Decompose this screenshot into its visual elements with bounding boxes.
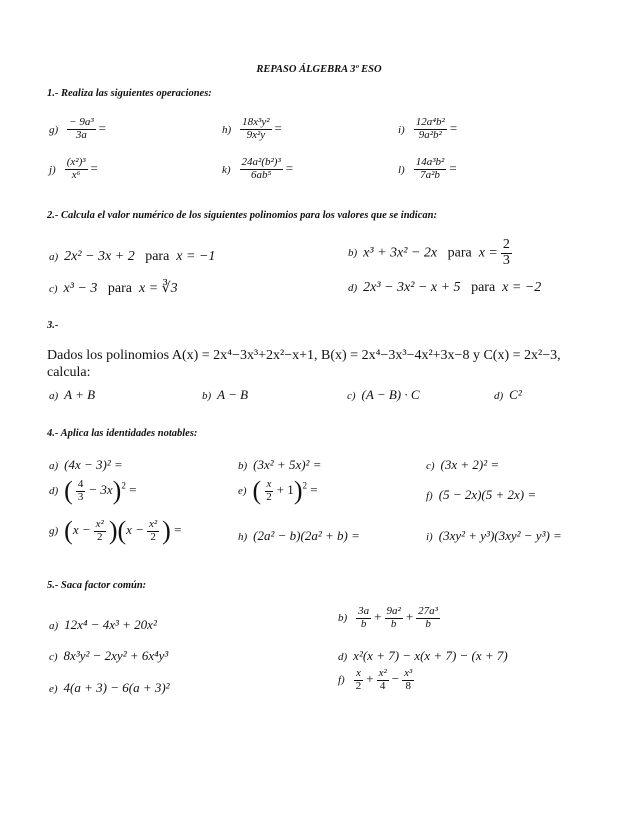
- polynomial: x³ − 3: [63, 281, 98, 296]
- exercise-4d: d) ( $\frac{4}{3}$ − 3x)$^2$ =: [49, 476, 137, 505]
- numerator: x: [266, 477, 272, 490]
- exercise-1k: [222, 157, 293, 181]
- exercise-5d: [338, 648, 508, 664]
- expression: (A − B) · C: [361, 387, 420, 402]
- item-label: g): [49, 123, 59, 136]
- exercise-1j: [49, 157, 98, 181]
- item-label: d): [49, 484, 59, 497]
- numerator: 12a⁴b²: [415, 116, 445, 128]
- item-label: a): [49, 251, 59, 263]
- exercise-5f: f) $\frac{x}{2}$ + $\frac{\text{x²}}{4}$ − $\frac{\text{x³}}{8}$: [338, 667, 413, 692]
- exercise-1g: [49, 117, 106, 141]
- equals-sign: =: [310, 481, 318, 497]
- para-text: para: [471, 280, 496, 295]
- expression: (3x + 2)² =: [440, 457, 500, 472]
- denominator: 3: [502, 252, 510, 268]
- numerator: x²: [378, 667, 387, 679]
- item-label: k): [222, 163, 231, 176]
- denominator: 2: [266, 490, 272, 503]
- exercise-2a: [49, 249, 215, 265]
- denominator: b: [390, 617, 397, 630]
- polynomial: x³ + 3x² − 2x: [363, 245, 438, 261]
- item-label: a): [49, 460, 59, 472]
- numerator: 24a²(b²)³: [241, 156, 281, 168]
- condition: x = ∛3: [139, 281, 178, 296]
- denominator: 3a: [75, 128, 87, 141]
- numerator: 18x³y²: [242, 116, 270, 128]
- item-label: d): [348, 282, 358, 294]
- expression: (5 − 2x)(5 + 2x) =: [438, 487, 537, 502]
- item-label: f): [338, 674, 345, 687]
- exercise-4h: [238, 528, 360, 544]
- item-label: e): [238, 484, 247, 497]
- exercise-2b: [348, 238, 515, 268]
- item-label: l): [398, 163, 405, 176]
- denominator: 4: [379, 679, 386, 692]
- expression: 4(a + 3) − 6(a + 3)²: [63, 680, 170, 695]
- item-label: i): [426, 531, 433, 543]
- exercise-4e: e) ( $\frac{x}{2}$ + 1)$^2$ =: [238, 476, 318, 505]
- expression: (4x − 3)² =: [64, 457, 123, 472]
- condition: x = −2: [502, 280, 542, 295]
- section-3-calcula: calcula:: [47, 365, 91, 380]
- exercise-4b: [238, 457, 321, 473]
- condition: x = −1: [176, 249, 216, 264]
- exercise-5e: [49, 680, 170, 696]
- numerator: 4: [77, 477, 84, 490]
- numerator: x: [356, 667, 361, 679]
- expression: C²: [509, 387, 522, 402]
- exercise-4f: [426, 487, 536, 503]
- numerator: 27a³: [418, 605, 438, 617]
- expression: A + B: [64, 387, 96, 402]
- numerator: x³: [404, 667, 413, 679]
- denominator: x⁶: [71, 168, 81, 181]
- numerator: 2: [502, 237, 510, 252]
- item-label: i): [398, 123, 405, 136]
- item-label: b): [338, 612, 348, 625]
- exercise-3b: [202, 387, 248, 403]
- exercise-3d: [494, 387, 522, 403]
- para-text: para: [107, 281, 132, 296]
- item-label: c): [49, 651, 58, 663]
- item-label: h): [222, 123, 232, 136]
- exercise-4g: g) (x − $\frac{\text{x²}}{2}$ )(x − $\frac{\text{x²}}{2}$ ) =: [49, 516, 182, 545]
- item-label: j): [49, 163, 56, 176]
- para-text: para: [447, 245, 472, 261]
- term-a: x −: [72, 521, 91, 537]
- denominator: 2: [96, 530, 103, 543]
- exercise-2d: [348, 280, 541, 296]
- section-3-paragraph: Dados los polinomios A(x) = 2x⁴−3x³+2x²−x+1, B(x) = 2x⁴−3x³−4x²+3x−8 y C(x) = 2x²−3,: [47, 348, 561, 363]
- item-label: f): [426, 490, 433, 502]
- equals-sign: =: [274, 120, 282, 136]
- numerator: 9a²: [386, 605, 401, 617]
- term-b: x −: [126, 521, 144, 537]
- item-label: c): [426, 460, 435, 472]
- item-label: b): [202, 390, 212, 402]
- equals-sign: =: [285, 160, 294, 176]
- item-label: d): [338, 651, 348, 663]
- expression-rest: + 1: [276, 481, 294, 497]
- item-label: g): [49, 524, 59, 537]
- exercise-1l: [398, 157, 457, 181]
- equals-sign: =: [174, 521, 182, 537]
- item-label: a): [49, 620, 59, 632]
- exercise-1h: [222, 117, 282, 141]
- item-label: h): [238, 531, 248, 543]
- numerator: x²: [95, 517, 104, 530]
- item-label: c): [347, 390, 356, 402]
- expression: x²(x + 7) − x(x + 7) − (x + 7): [353, 648, 508, 663]
- numerator: − 9a³: [69, 116, 94, 128]
- section-4-heading: 4.- Aplica las identidades notables:: [47, 428, 198, 439]
- exercise-5b: b) $\frac{3a}{b}$ + $\frac{\text{9a²}}{b}$ + $\frac{\text{27a³}}{b}$: [338, 605, 438, 630]
- expression: 12x⁴ − 4x³ + 20x²: [64, 617, 157, 632]
- numerator: 14a³b²: [415, 156, 445, 168]
- exercise-1i: [398, 117, 457, 141]
- item-label: a): [49, 390, 59, 402]
- item-label: b): [238, 460, 248, 472]
- section-3-heading: 3.-: [47, 320, 59, 331]
- item-label: c): [49, 283, 58, 295]
- denominator: b: [425, 617, 431, 630]
- exercise-3c: [347, 387, 420, 403]
- denominator: 3: [77, 490, 84, 503]
- denominator: 9x²y: [246, 128, 266, 141]
- exercise-4i: [426, 528, 562, 544]
- expression: A − B: [217, 387, 249, 402]
- item-label: b): [348, 247, 358, 260]
- equals-sign: =: [449, 160, 457, 176]
- denominator: 8: [405, 679, 411, 692]
- section-1-heading: 1.- Realiza las siguientes operaciones:: [47, 88, 212, 99]
- section-2-heading: 2.- Calcula el valor numérico de los siguientes polinomios para los valores que se indican:: [47, 210, 437, 221]
- section-5-heading: 5.- Saca factor común:: [47, 580, 147, 591]
- polynomial: 2x² − 3x + 2: [64, 249, 135, 264]
- expression: 8x³y² − 2xy² + 6x⁴y³: [63, 648, 169, 663]
- polynomial: 2x³ − 3x² − x + 5: [363, 280, 461, 295]
- item-label: d): [494, 390, 504, 402]
- numerator: x²: [148, 517, 158, 530]
- expression: (3x² + 5x)² =: [253, 457, 322, 472]
- denominator: 6ab⁵: [251, 168, 272, 181]
- item-label: e): [49, 683, 58, 695]
- equals-sign: =: [98, 120, 106, 136]
- equals-sign: =: [90, 160, 98, 176]
- denominator: 2: [150, 530, 156, 543]
- exercise-2c: [49, 280, 178, 297]
- exercise-3a: [49, 387, 95, 403]
- denominator: 9a²b²: [418, 128, 442, 141]
- page-title: REPASO ÁLGEBRA 3º ESO: [256, 64, 382, 75]
- expression-rest: − 3x: [88, 481, 113, 497]
- expression: (3xy² + y³)(3xy² − y³) =: [438, 528, 562, 543]
- exercise-5c: [49, 648, 168, 664]
- denominator: 7a²b: [420, 168, 440, 181]
- denominator: b: [360, 617, 367, 630]
- equals-sign: =: [449, 120, 458, 136]
- exercise-4a: [49, 457, 123, 473]
- condition: x =: [478, 245, 498, 261]
- equals-sign: =: [129, 481, 137, 497]
- expression: (2a² − b)(2a² + b) =: [253, 528, 360, 543]
- denominator: 2: [355, 679, 362, 692]
- exercise-4c: [426, 457, 499, 473]
- numerator: (x²)³: [66, 156, 86, 168]
- exercise-5a: [49, 617, 157, 633]
- para-text: para: [145, 249, 170, 264]
- numerator: 3a: [358, 605, 370, 617]
